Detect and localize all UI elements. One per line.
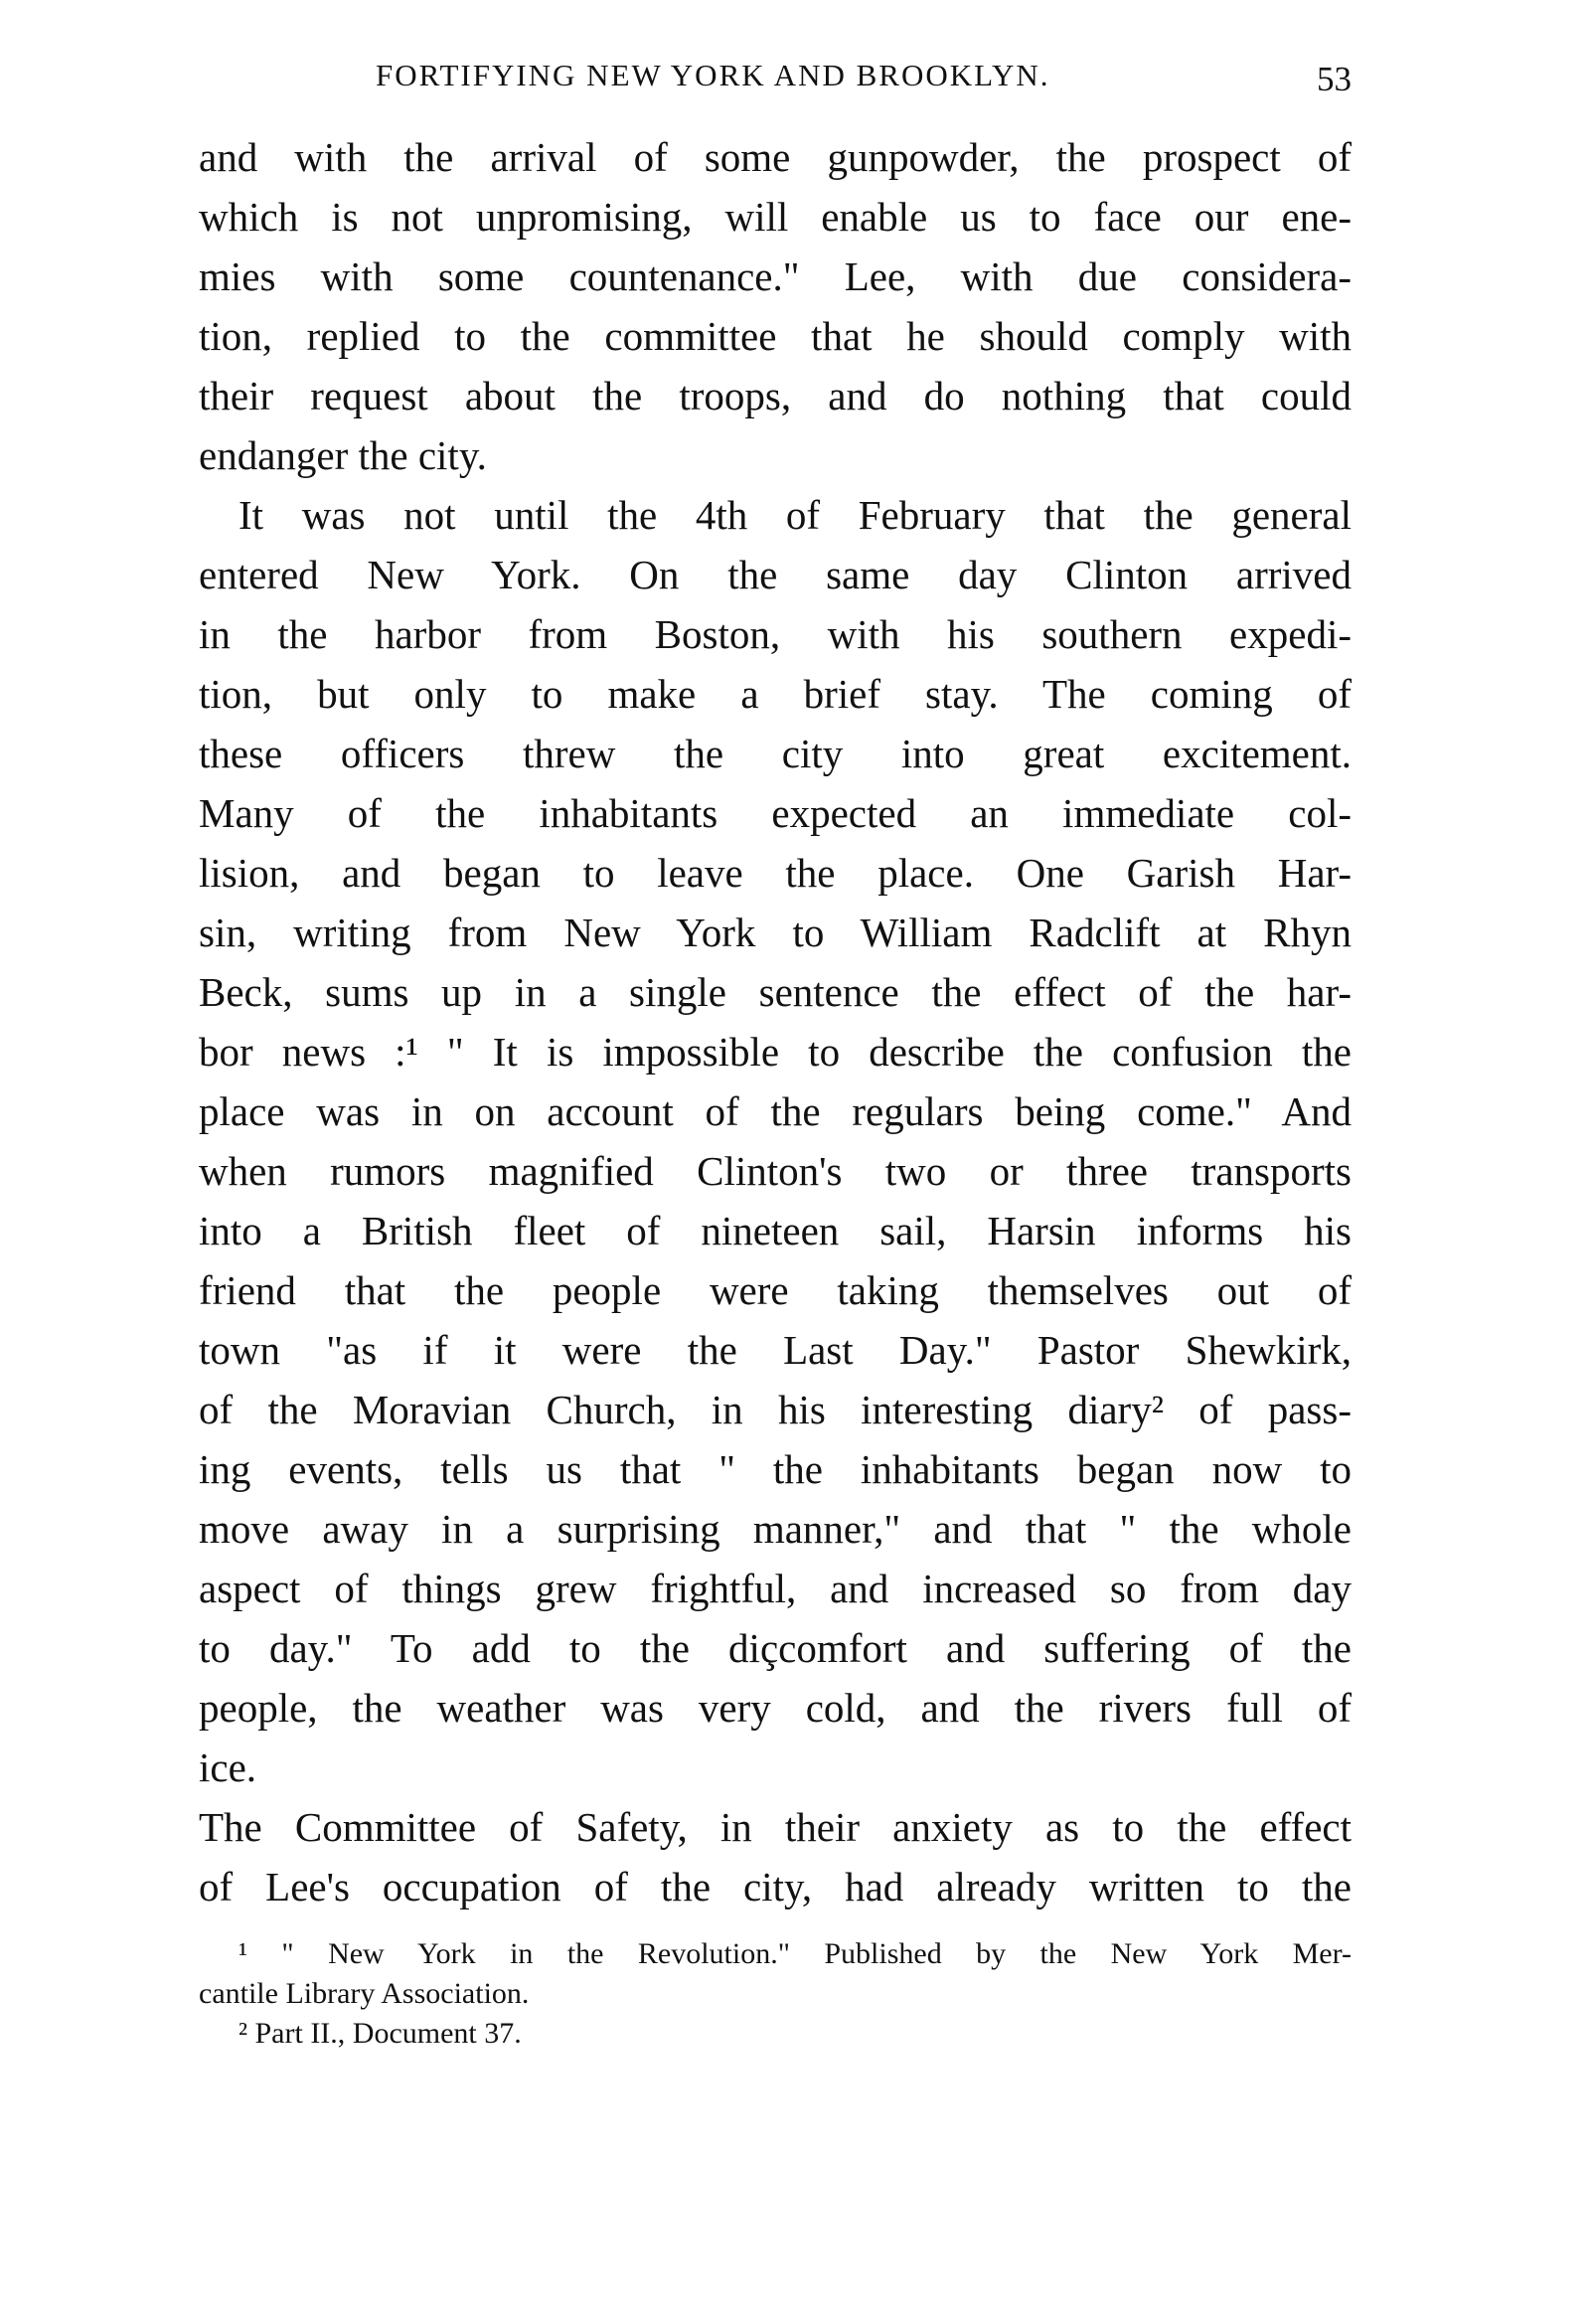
running-head [199,52,1352,111]
running-title: FORTIFYING NEW YORK AND BROOKLYN. [376,58,1050,92]
text-line: people, the weather was very cold, and the rivers full of [199,1685,1352,1731]
text-line: Beck, sums up in a single sentence the effect of the har- [199,969,1352,1015]
text-line: It was not until the 4th of February that the general [239,492,1352,538]
text-line: friend that the people were taking themselves out of [199,1267,1352,1313]
text-line: entered New York. On the same day Clinton arrived [199,552,1352,597]
text-line: town "as if it were the Last Day." Pastor Shewkirk, [199,1327,1352,1373]
page-number: 53 [1317,60,1352,98]
text-line: The Committee of Safety, in their anxiety as to the effect [199,1804,1352,1850]
text-line: move away in a surprising manner," and that " the whole [199,1506,1352,1552]
footnote-1 [199,1934,1352,2014]
footnote-2 [199,2014,1352,2054]
paragraph-2 [199,485,1352,1797]
text-line: and with the arrival of some gunpowder, the prospect of [199,134,1352,180]
text-line: when rumors magnified Clinton's two or three transports [199,1148,1352,1194]
text-line: bor news :¹ " It is impossible to describe the confusion the [199,1029,1352,1075]
text-line: their request about the troops, and do nothing that could [199,373,1352,418]
text-line: sin, writing from New York to William Radclift at Rhyn [199,910,1352,955]
text-line: which is not unpromising, will enable us to face our ene- [199,194,1352,240]
text-line: of Lee's occupation of the city, had already written to the [199,1864,1352,1909]
text-line: mies with some countenance." Lee, with due considera- [199,253,1352,299]
text-line: to day." To add to the diçcomfort and suffering of the [199,1625,1352,1671]
text-line: lision, and began to leave the place. One Garish Har- [199,850,1352,896]
text-line: ing events, tells us that " the inhabitants began now to [199,1446,1352,1492]
text-line: endanger the city. [199,432,487,478]
paragraph-1 [199,127,1352,485]
text-line: into a British fleet of nineteen sail, Harsin informs his [199,1208,1352,1253]
footnote-line: cantile Library Association. [199,1977,530,2010]
text-line: Many of the inhabitants expected an immediate col- [199,790,1352,836]
text-line: tion, replied to the committee that he should comply with [199,313,1352,359]
footnote-line: ¹ " New York in the Revolution." Published by the New York Mer- [239,1937,1352,1970]
text-line: tion, but only to make a brief stay. The coming of [199,671,1352,717]
paragraph-3 [199,1797,1352,1916]
footnote-line: ² Part II., Document 37. [239,2017,522,2050]
text-line: aspect of things grew frightful, and increased so from day [199,1566,1352,1611]
text-line: of the Moravian Church, in his interesting diary² of pass- [199,1387,1352,1432]
text-line: these officers threw the city into great excitement. [199,731,1352,776]
text-line: place was in on account of the regulars being come." And [199,1088,1352,1134]
text-line: ice. [199,1744,257,1790]
body-text [199,127,1352,1916]
text-line: in the harbor from Boston, with his southern expedi- [199,611,1352,657]
footnotes [199,1934,1352,2054]
